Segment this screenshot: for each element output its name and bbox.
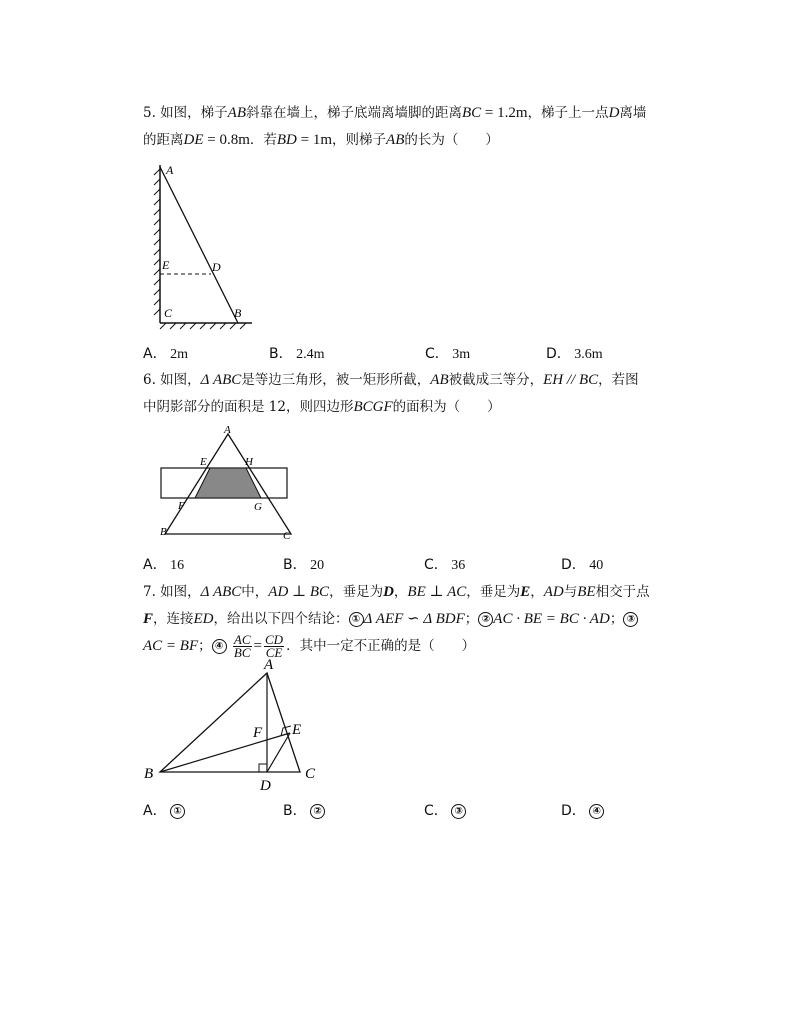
q5-stem-line1: 5. 如图，梯子AB斜靠在墙上，梯子底端离墙脚的距离BC = 1.2m，梯子上一点D离墙 [143,105,647,121]
q5-option-c[interactable]: C． 3m [425,346,471,362]
q6-triangle-figure [155,423,300,543]
right-angle-d [259,764,267,772]
label-c: C [305,766,316,782]
label-d: D [212,260,221,274]
q6-stem-line2: 中阴影部分的面积是 12，则四边形BCGF的面积为（ ） [143,399,501,415]
label-b: B [234,306,242,320]
q6-option-a[interactable]: A． 16 [143,557,185,573]
wall-hatch [154,169,160,315]
label-b: B [144,766,154,782]
q5-option-b[interactable]: B． 2.4m [269,346,325,362]
label-g: G [254,501,262,513]
label-a: A [264,657,274,673]
label-e: E [292,722,302,738]
q7-triangle-figure [140,655,325,795]
label-c: C [164,306,173,320]
label-a: A [224,424,231,436]
q5-option-d[interactable]: D． 3.6m [546,346,603,362]
label-h: H [245,456,253,468]
q5-stem-line2: 的距离DE = 0.8m．若BD = 1m，则梯子AB的长为（ ） [143,132,499,148]
circled-2: ② [478,612,493,627]
q5-option-a[interactable]: A． 2m [143,346,188,362]
q7-option-b[interactable]: B． ② [283,800,325,820]
ladder-ab [160,167,238,323]
label-b: B [160,526,167,538]
q6-option-b[interactable]: B． 20 [283,557,325,573]
fraction-ac-bc: $\frac{AC}{BC}$ [233,632,251,660]
circled-4: ④ [212,639,227,654]
ground-hatch [160,323,246,329]
q6-stem-line1: 6. 如图，Δ ABC是等边三角形，被一矩形所截，AB被截成三等分，EH // BC，若图 [143,372,639,388]
q7-stem-line1: 7. 如图，Δ ABC中，AD ⊥ BC，垂足为D，BE ⊥ AC，垂足为E，AD与BE相交于点 [143,584,650,600]
label-d: D [260,778,271,794]
q7-option-c[interactable]: C． ③ [424,800,466,820]
q7-option-d[interactable]: D． ④ [561,800,604,820]
q7-stem-line2: F，连接ED，给出以下四个结论： ① Δ AEF ∽ Δ BDF； ② AC · BE = BC · AD； ③ [143,610,638,628]
label-e: E [200,456,207,468]
circled-3: ③ [623,612,638,627]
shaded-region [195,468,261,498]
label-a: A [166,163,174,177]
label-f: F [178,500,185,512]
q7-option-a[interactable]: A． ① [143,800,185,820]
label-c: C [283,530,291,542]
circled-1: ① [349,612,364,627]
fraction-cd-ce: $\frac{CD}{CE}$ [265,632,284,660]
label-f: F [253,725,263,741]
triangle-abc [160,673,300,772]
q7-stem-line3: AC = BF； ④ $\frac{AC}{BC}$ = $\frac{CD}{CE}$ ．其中一定不正确的是（ ） [143,632,476,660]
label-e: E [162,258,170,272]
q5-ladder-figure [140,155,270,335]
q6-option-d[interactable]: D． 40 [561,557,604,573]
q6-option-c[interactable]: C． 36 [424,557,466,573]
